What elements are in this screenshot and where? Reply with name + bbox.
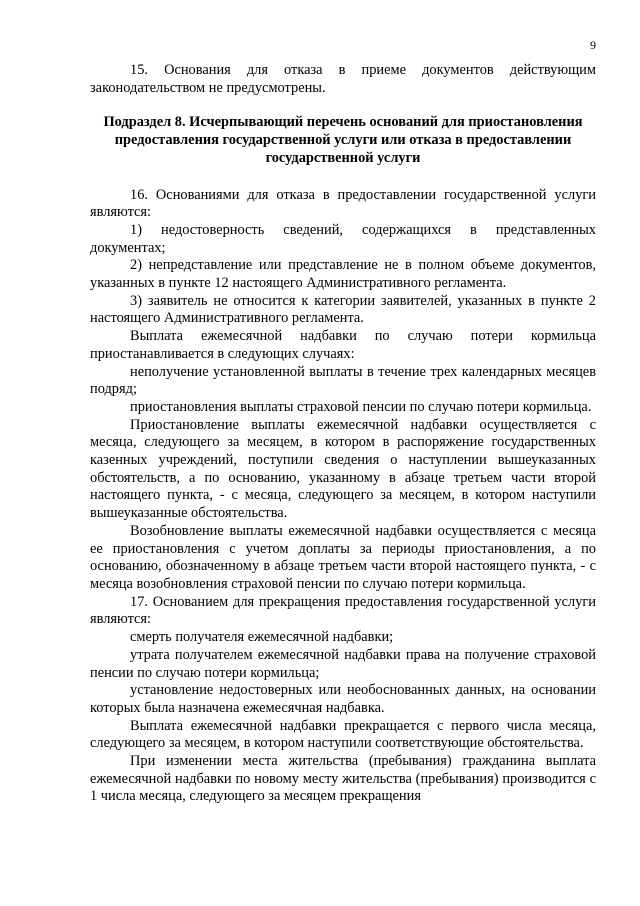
paragraph-15: 15. Основания для отказа в приеме документов действующим законодательством не предусмотрены. — [90, 62, 596, 96]
paragraph-termination: Выплата ежемесячной надбавки прекращается с первого числа месяца, следующего за месяцем, в котором наступили соответствующие обстоятельства. — [90, 717, 596, 752]
section-heading: Подраздел 8. Исчерпывающий перечень оснований для приостановления предоставления государственной услуги или отказа в предоставлении государственной услуги — [103, 114, 583, 166]
paragraph-16-item-2: 2) непредставление или представление не в полном объеме документов, указанных в пункте 12 настоящего Административного регламента. — [90, 257, 596, 292]
paragraph-17-item-1: смерть получателя ежемесячной надбавки; — [130, 629, 394, 646]
paragraph-16-item-3: 3) заявитель не относится к категории заявителей, указанных в пункте 2 настоящего Административного регламента. — [90, 292, 596, 327]
paragraph-suspension-case-1: неполучение установленной выплаты в течение трех календарных месяцев подряд; — [90, 363, 596, 398]
paragraph-suspension-cases: Выплата ежемесячной надбавки по случаю потери кормильца приостанавливается в следующих случаях: — [90, 328, 596, 362]
paragraph-suspension-case-2: приостановления выплаты страховой пенсии по случаю потери кормильца. — [130, 398, 592, 415]
document-body — [90, 62, 596, 806]
paragraph-suspension-start: Приостановление выплаты ежемесячной надбавки осуществляется с месяца, следующего за месяцем, в котором в распоряжение государственных казенных учреждений, поступили сведения о наступлении вышеуказанных обстоятельств, а по основанию, указанному в абзаце третьем части второй настоящего пункта, - с месяца, следующего за месяцем, в котором наступили вышеуказанные обстоятельства. — [90, 416, 596, 522]
paragraph-17-item-3: установление недостоверных или необоснованных данных, на основании которых была назначена ежемесячная надбавка. — [90, 682, 596, 716]
paragraph-17-item-2: утрата получателем ежемесячной надбавки права на получение страховой пенсии по случаю потери кормильца; — [90, 646, 596, 681]
paragraph-resumption: Возобновление выплаты ежемесячной надбавки осуществляется с месяца ее приостановления с учетом доплаты за периоды приостановления, а по основанию, обозначенному в абзаце третьем части второй настоящего пункта, - с месяца возобновления страховой пенсии по случаю потери кормильца. — [90, 522, 596, 592]
paragraph-17: 17. Основанием для прекращения предоставления государственной услуги являются: — [90, 593, 596, 628]
paragraph-16: 16. Основаниями для отказа в предоставлении государственной услуги являются: — [90, 186, 596, 221]
page-number: 9 — [590, 38, 596, 52]
paragraph-16-item-1: 1) недостоверность сведений, содержащихся в представленных документах; — [90, 221, 596, 256]
paragraph-change-of-residence: При изменении места жительства (пребывания) гражданина выплата ежемесячной надбавки по новому месту жительства (пребывания) производится с 1 числа месяца, следующего за месяцем прекращения — [90, 753, 596, 805]
